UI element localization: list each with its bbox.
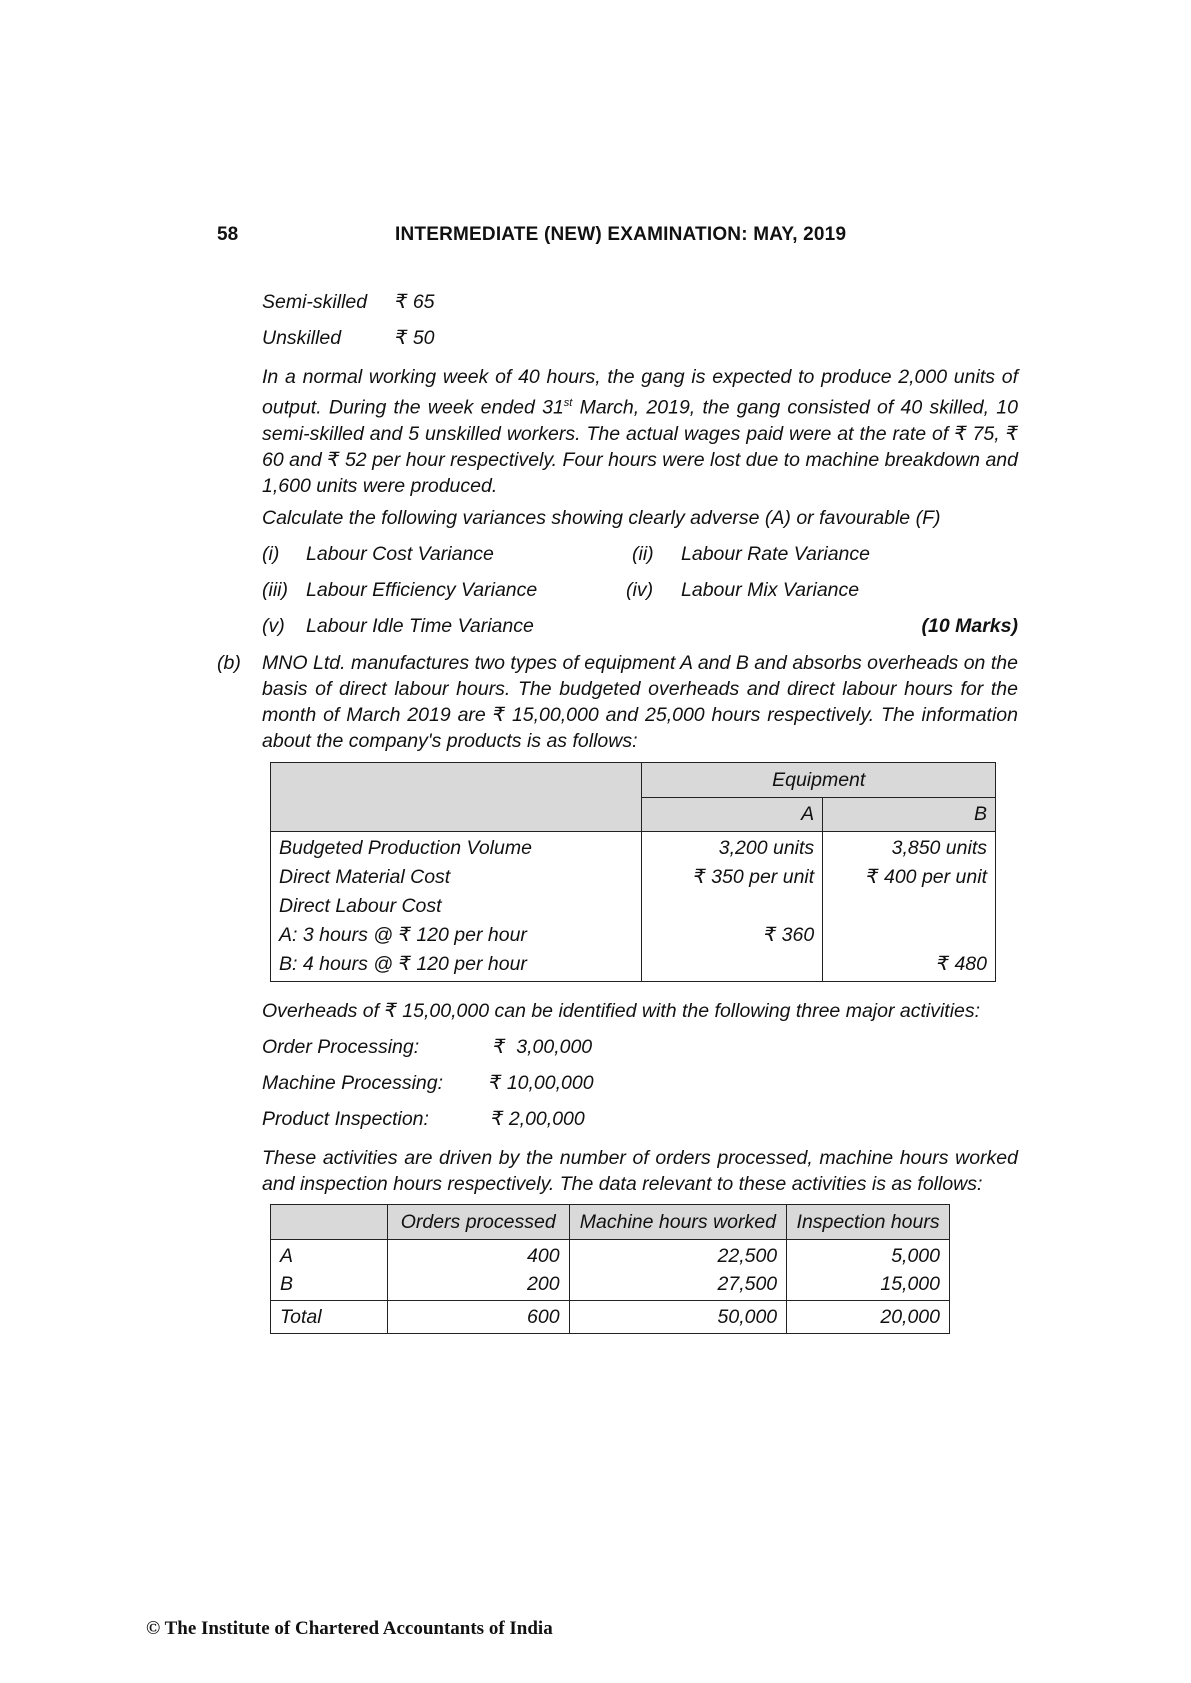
footer-copyright: © The Institute of Chartered Accountants of India xyxy=(146,1618,553,1639)
column-header: Inspection hours xyxy=(787,1205,950,1240)
activity-label: Product Inspection: xyxy=(262,1108,429,1130)
column-b-values xyxy=(823,832,996,982)
column-header-b: B xyxy=(823,798,996,832)
table-cell: 22,500 xyxy=(717,1245,778,1267)
column-header: Machine hours worked xyxy=(569,1205,787,1240)
orders-values xyxy=(387,1240,569,1301)
marks: (10 Marks) xyxy=(921,615,1018,637)
rate-label: Unskilled xyxy=(262,327,342,349)
cell-a: 3,200 units xyxy=(718,837,815,859)
row-label: A: 3 hours @ ₹ 120 per hour xyxy=(279,924,527,946)
total-cell: 600 xyxy=(387,1301,569,1334)
activity-value: ₹ 3,00,000 xyxy=(493,1036,593,1058)
variance-label: Labour Idle Time Variance xyxy=(306,615,534,637)
row-labels xyxy=(271,1240,388,1301)
table-cell: 400 xyxy=(527,1245,560,1267)
activity-drivers-table xyxy=(270,1204,950,1334)
variance-label: Labour Rate Variance xyxy=(681,543,870,565)
variance-num: (iv) xyxy=(626,579,654,601)
cell-a xyxy=(650,892,814,921)
activity-label: Machine Processing: xyxy=(262,1072,444,1094)
cell-a: ₹ 350 per unit xyxy=(693,866,815,888)
row-label: B xyxy=(280,1273,294,1295)
column-header: Orders processed xyxy=(387,1205,569,1240)
variance-label: Labour Efficiency Variance xyxy=(306,579,538,601)
variance-num: (iii) xyxy=(262,579,288,601)
total-cell: 20,000 xyxy=(787,1301,950,1334)
variance-num: (i) xyxy=(262,543,280,565)
table-cell: 5,000 xyxy=(891,1245,940,1267)
activity-value: ₹ 2,00,000 xyxy=(491,1108,585,1130)
rate-value: ₹ 50 xyxy=(395,327,435,349)
cell-b xyxy=(831,892,987,921)
table-corner-cell xyxy=(271,763,642,832)
activity-value: ₹ 10,00,000 xyxy=(489,1072,594,1094)
drivers-text: These activities are driven by the number of orders processed, machine hours worked and inspection hours respectively. The data relevant to these activities is as follows: xyxy=(262,1147,1018,1195)
rate-label: Semi-skilled xyxy=(262,291,368,313)
question-a-paragraph: In a normal working week of 40 hours, the gang is expected to produce 2,000 units of output. During the week ended 31st March, 2019, the gang consisted of 40 skilled, 10 semi-skilled and 5 unskilled workers. The actual wages paid were at the rate of ₹ 75, ₹ 60 and ₹ 52 per hour respectively. Four hours were lost due to machine breakdown and 1,600 units were produced. xyxy=(262,366,1018,497)
machine-values xyxy=(569,1240,787,1301)
page-title: INTERMEDIATE (NEW) EXAMINATION: MAY, 2019 xyxy=(395,224,847,245)
activity-label: Order Processing: xyxy=(262,1036,420,1058)
table-corner-cell xyxy=(271,1205,388,1240)
cell-b: ₹ 480 xyxy=(936,953,987,975)
table-cell: 200 xyxy=(527,1273,560,1295)
part-b-intro: MNO Ltd. manufactures two types of equipment A and B and absorbs overheads on the basis of direct labour hours. The budgeted overheads and direct labour hours for the month of March 2019 are ₹ 15,00,000 and 25,000 hours respectively. The information about the company's products is as follows: xyxy=(262,652,1018,752)
rate-value: ₹ 65 xyxy=(395,291,435,313)
table-cell: 15,000 xyxy=(880,1273,940,1295)
page-number: 58 xyxy=(217,224,239,245)
cell-a xyxy=(650,950,814,979)
equipment-table xyxy=(270,762,996,982)
calc-instruction: Calculate the following variances showing clearly adverse (A) or favourable (F) xyxy=(262,507,941,529)
cell-b: 3,850 units xyxy=(891,837,987,859)
inspection-values xyxy=(787,1240,950,1301)
variance-num: (ii) xyxy=(632,543,654,565)
row-label: Direct Labour Cost xyxy=(279,895,442,917)
cell-b: ₹ 400 per unit xyxy=(866,866,987,888)
cell-a: ₹ 360 xyxy=(763,924,815,946)
row-label: A xyxy=(280,1245,294,1267)
variance-num: (v) xyxy=(262,615,285,637)
total-cell: 50,000 xyxy=(569,1301,787,1334)
overheads-intro: Overheads of ₹ 15,00,000 can be identified with the following three major activities: xyxy=(262,1000,981,1022)
row-labels xyxy=(271,832,642,982)
total-label: Total xyxy=(271,1301,388,1334)
cell-b xyxy=(831,921,987,950)
table-cell: 27,500 xyxy=(717,1273,778,1295)
variance-label: Labour Cost Variance xyxy=(306,543,494,565)
row-label: Budgeted Production Volume xyxy=(279,837,532,859)
row-label: Direct Material Cost xyxy=(279,866,451,888)
column-header-a: A xyxy=(642,798,823,832)
part-b-label: (b) xyxy=(217,652,241,674)
equipment-header: Equipment xyxy=(642,763,996,798)
variance-label: Labour Mix Variance xyxy=(681,579,860,601)
column-a-values xyxy=(642,832,823,982)
row-label: B: 4 hours @ ₹ 120 per hour xyxy=(279,953,527,975)
